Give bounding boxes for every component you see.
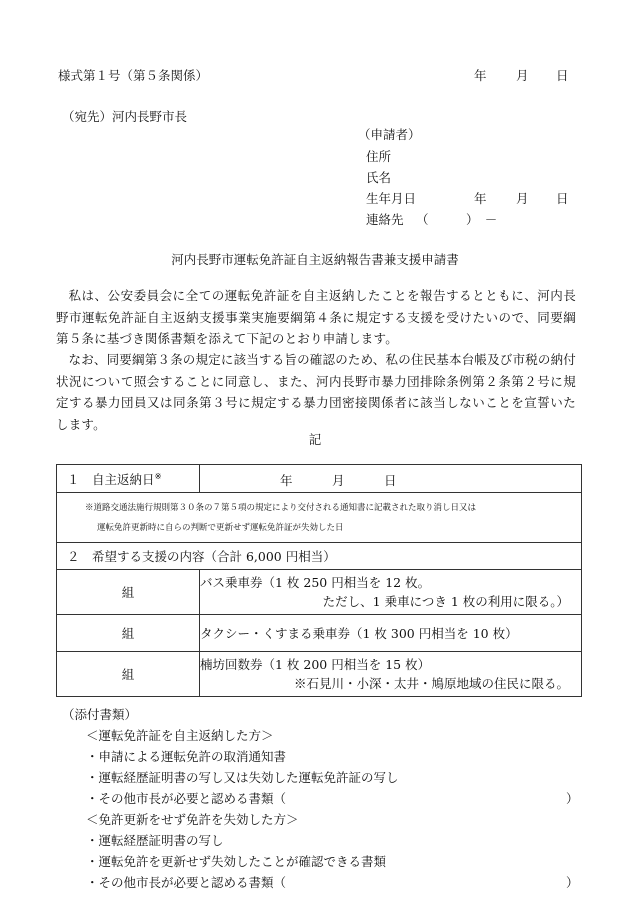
return-date-row	[57, 465, 582, 493]
kusubo-unit-cell[interactable]	[57, 652, 200, 697]
return-year-label: 年	[280, 473, 293, 488]
attachments-group-2-heading: ＜免許更新をせず免許を失効した方＞	[86, 812, 299, 827]
attachments-group-1-item: ・申請による運転免許の取消通知書	[86, 749, 287, 764]
applicant-birthdate-label: 生年月日	[366, 191, 417, 206]
attachments-group-1-item: ・運転経歴証明書の写し又は失効した運転免許証の写し	[86, 770, 399, 785]
attachments-group-2-close-paren: ）	[566, 875, 579, 890]
return-date-label-cell	[57, 465, 200, 493]
bus-option-line-2: ただし、1 乗車につき 1 枚の利用に限る。）	[322, 594, 569, 609]
date-year-label: 年	[474, 68, 487, 83]
attachments-group-2-item: ・運転経歴証明書の写し	[86, 833, 224, 848]
birth-day-label: 日	[556, 191, 569, 206]
body-paragraph-2: なお、同要綱第３条の規定に該当する旨の確認のため、私の住民基本台帳及び市税の納付状況について照会することに同意し、また、河内長野市暴力団排除条例第２条第２号に規定する暴力団員又は同条第３号に規定する暴力団密接関係者に該当しないことを宣誓いたします。	[56, 352, 577, 432]
attachments-group-1-item: ・その他市長が必要と認める書類（	[86, 791, 287, 806]
attachments-group-2-item: ・その他市長が必要と認める書類（	[86, 875, 287, 890]
return-date-note-cell	[57, 493, 582, 543]
option-row-taxi	[57, 615, 582, 652]
option-row-kusubo	[57, 652, 582, 697]
kusubo-option-line-1: 楠坊回数券（1 枚 200 円相当を 15 枚）	[200, 657, 431, 672]
support-request-table	[56, 464, 582, 697]
taxi-option-cell	[200, 615, 582, 652]
addressee: （宛先）河内長野市長	[62, 109, 188, 124]
bus-option-cell	[200, 570, 582, 615]
return-date-mark: ※	[154, 471, 162, 482]
applicant-address-label: 住所	[366, 149, 392, 164]
form-number: 様式第１号（第５条関係）	[58, 68, 209, 83]
return-date-note-row	[57, 493, 582, 543]
date-day-label: 日	[556, 68, 569, 83]
document-title: 河内長野市運転免許証自主返納報告書兼支援申請書	[171, 252, 459, 267]
return-day-label: 日	[384, 473, 397, 488]
bus-unit-label: 組	[121, 585, 135, 600]
option-row-bus	[57, 570, 582, 615]
date-month-label: 月	[516, 68, 529, 83]
return-month-label: 月	[332, 473, 345, 488]
kusubo-option-cell	[200, 652, 582, 697]
bus-option-line-1: バス乗車券（1 枚 250 円相当を 12 枚。	[200, 575, 431, 590]
applicant-contact-label: 連絡先	[366, 212, 404, 227]
kusubo-unit-label: 組	[121, 667, 135, 682]
attachments-heading: （添付書類）	[62, 707, 138, 722]
return-date-label: １ 自主返納日	[67, 471, 155, 487]
support-content-header-row	[57, 543, 582, 570]
body-paragraph-1: 私は、公安委員会に全ての運転免許証を自主返納したことを報告するとともに、河内長野市運転免許証自主返納支援事業実施要綱第４条に規定する支援を受けたいので、同要綱第５条に基づき関係書類を添えて下記のとおり申請します。	[56, 288, 576, 346]
ki-heading: 記	[308, 432, 322, 447]
applicant-name-label: 氏名	[366, 170, 392, 185]
bus-unit-cell[interactable]	[57, 570, 200, 615]
attachments-group-1-close-paren: ）	[566, 791, 579, 806]
birth-month-label: 月	[516, 191, 529, 206]
attachments-group-2-item: ・運転免許を更新せず失効したことが確認できる書類	[86, 854, 387, 869]
support-content-label: ２ 希望する支援の内容（合計 6,000 円相当）	[57, 543, 582, 570]
birth-year-label: 年	[474, 191, 487, 206]
return-date-input-cell[interactable]	[200, 465, 582, 493]
taxi-unit-cell[interactable]	[57, 615, 200, 652]
kusubo-option-line-2: ※石見川・小深・太井・鳩原地域の住民に限る。	[293, 676, 569, 691]
taxi-unit-label: 組	[121, 626, 135, 641]
applicant-contact-format: （ ） －	[416, 212, 498, 227]
return-date-note-line-1: ※道路交通法施行規則第３０条の７第５項の規定により交付される通知書に記載された取り消し日又は	[85, 502, 477, 513]
taxi-option-line-1: タクシー・くすまる乗車券（1 枚 300 円相当を 10 枚）	[200, 626, 518, 641]
return-date-note-line-2: 運転免許更新時に自らの判断で更新せず運転免許証が失効した日	[97, 522, 344, 533]
attachments-group-1-heading: ＜運転免許証を自主返納した方＞	[86, 728, 274, 743]
applicant-label: （申請者）	[358, 127, 421, 142]
